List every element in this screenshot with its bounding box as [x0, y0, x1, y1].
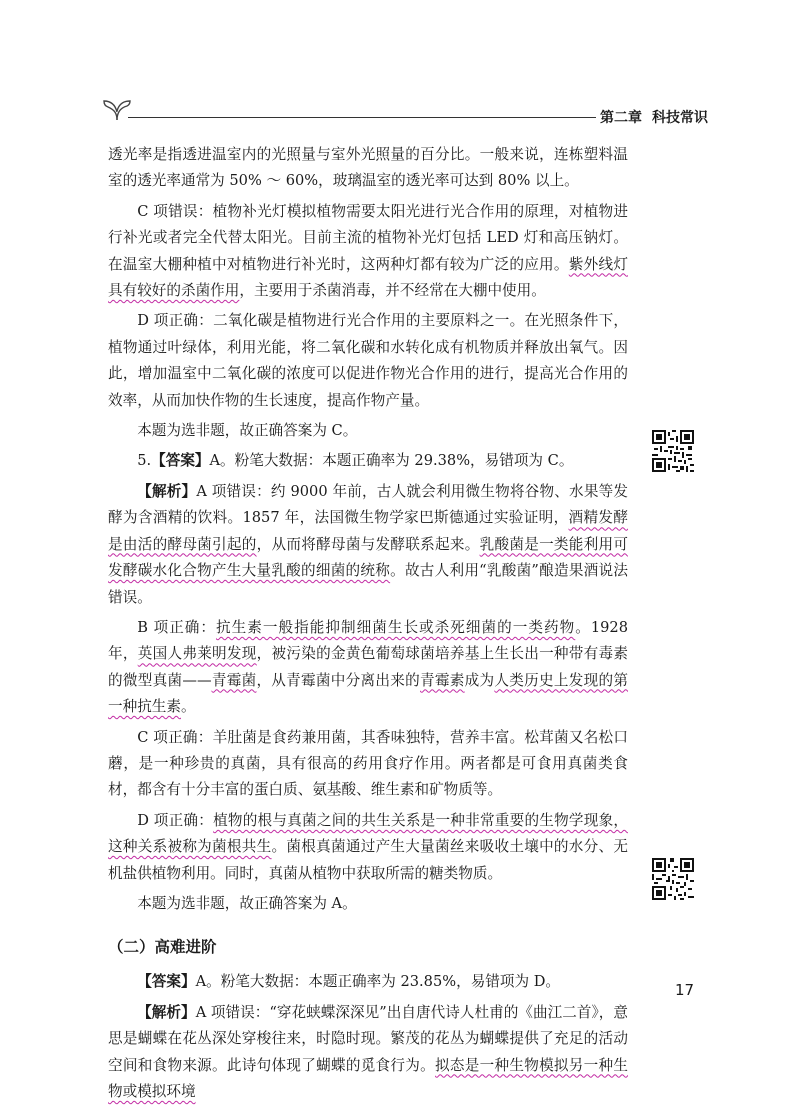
highlighted-text: 人类历史上发现的第一种抗生素: [108, 671, 628, 716]
chapter-number: 第二章: [600, 110, 642, 126]
chapter-header: [600, 107, 708, 127]
highlighted-text: 抗生素一般指能抑制细菌生长或杀死细菌的一类药物: [216, 618, 576, 636]
text-run: A 项错误：“穿花蛱蝶深深见”出自唐代诗人杜甫的《曲江二首》，意思是蝴蝶在花丛深处穿梭往来，时隐时现。繁茂的花丛为蝴蝶提供了充足的活动空间和食物来源。此诗句体现了蝴蝶的觅食行为。: [108, 1003, 628, 1074]
text-run: 。: [180, 698, 196, 716]
text-run: D 项正确：: [137, 811, 214, 829]
text-run: 成为: [464, 671, 495, 689]
highlighted-text: 青霉菌: [211, 671, 257, 689]
paragraph-analysis-b: [108, 615, 628, 721]
qr-code-icon[interactable]: [652, 858, 694, 900]
question-number: 5.: [137, 452, 152, 470]
highlighted-text: 植物的根与真菌之间的共生关系是一种非常重要的生物学现象，这种关系被称为菌根共生: [108, 811, 628, 856]
paragraph-analysis-a: [108, 479, 628, 611]
paragraph-analysis: [108, 1000, 628, 1105]
text-run: 。1928 年，: [108, 618, 628, 663]
header-rule: [128, 117, 596, 118]
paragraph-conclusion: 本题为选非题，故正确答案为 A。: [137, 894, 357, 912]
text-run: C 项错误：植物补光灯模拟植物需要太阳光进行光合作用的原理，对植物进行补光或者完全代替太阳光。目前主流的植物补光灯包括 LED 灯和高压钠灯。在温室大棚种植中对植物进行补光时，这两种灯都有较为广泛的应用。: [108, 202, 628, 273]
section-title: （二）高难进阶: [108, 938, 217, 957]
paragraph-q5-answer: [108, 448, 628, 474]
highlighted-text: 乳酸菌是一类能利用可发酵碳水化合物产生大量乳酸的细菌的统称: [108, 535, 628, 580]
text-run: A。粉笔大数据：本题正确率为 23.85%，易错项为 D。: [195, 973, 561, 991]
text-run: 。故古人利用“乳酸菌”酿造果酒说法错误。: [108, 562, 628, 606]
paragraph-option-c: [108, 199, 628, 305]
highlighted-text: 青霉素: [420, 671, 465, 689]
text-run: 。菌根真菌通过产生大量菌丝来吸收土壤中的水分、无机盐供植物利用。同时，真菌从植物中获取所需的糖类物质。: [108, 838, 628, 882]
highlighted-text: 紫外线灯具有较好的杀菌作用: [108, 255, 628, 300]
answer-label: 【答案】: [137, 973, 196, 991]
page-content: [108, 142, 628, 1105]
highlighted-text: 英国人弗莱明发现: [137, 645, 257, 663]
text-run: ，从而将酵母菌与发酵联系起来。: [256, 535, 480, 553]
paragraph-analysis-d: [108, 808, 628, 887]
text-run: ，从青霉菌中分离出来的: [256, 671, 421, 689]
text-run: ，被污染的金黄色葡萄球菌培养基上生长出一种带有毒素的微型真菌——: [108, 645, 628, 689]
highlighted-text: 酒精发酵是由活的酵母菌引起的: [108, 509, 628, 553]
paragraph-option-d: D 项正确：二氧化碳是植物进行光合作用的主要原料之一。在光照条件下，植物通过叶绿体，利用光能，将二氧化碳和水转化成有机物质并释放出氧气。因此，增加温室中二氧化碳的浓度可以促进作物光合作用的进行，提高光合作用的效率，从而加快作物的生长速度，提高作物产量。: [108, 312, 628, 409]
text-run: A。粉笔大数据：本题正确率为 29.38%，易错项为 C。: [209, 452, 574, 470]
paragraph-answer: [108, 969, 628, 995]
text-run: ，主要用于杀菌消毒，并不经常在大棚中使用。: [239, 282, 546, 300]
analysis-label: 【解析】: [137, 1003, 196, 1021]
text-run: B 项正确：: [137, 618, 217, 636]
chapter-title: 科技常识: [652, 110, 708, 126]
text-run: A 项错误：约 9000 年前，古人就会利用微生物将谷物、水果等发酵为含酒精的饮料。1857 年，法国微生物学家巴斯德通过实验证明，: [108, 482, 628, 527]
analysis-label: 【解析】: [137, 482, 197, 500]
highlighted-text: 拟态是一种生物模拟另一种生物或模拟环境: [108, 1056, 628, 1100]
answer-label: 【答案】: [151, 452, 210, 470]
page-number: 17: [675, 981, 695, 999]
paragraph-analysis-c: C 项正确：羊肚菌是食药兼用菌，其香味独特，营养丰富。松茸菌又名松口蘑，是一种珍贵的真菌，具有很高的药用食疗作用。两者都是可食用真菌类食材，都含有十分丰富的蛋白质、氨基酸、维生素和矿物质等。: [108, 728, 628, 799]
qr-code-icon[interactable]: [652, 430, 694, 472]
paragraph-conclusion: 本题为选非题，故正确答案为 C。: [137, 422, 358, 440]
paragraph: 透光率是指透进温室内的光照量与室外光照量的百分比。一般来说，连栋塑料温室的透光率通常为 50% ～ 60%，玻璃温室的透光率可达到 80% 以上。: [108, 146, 628, 190]
